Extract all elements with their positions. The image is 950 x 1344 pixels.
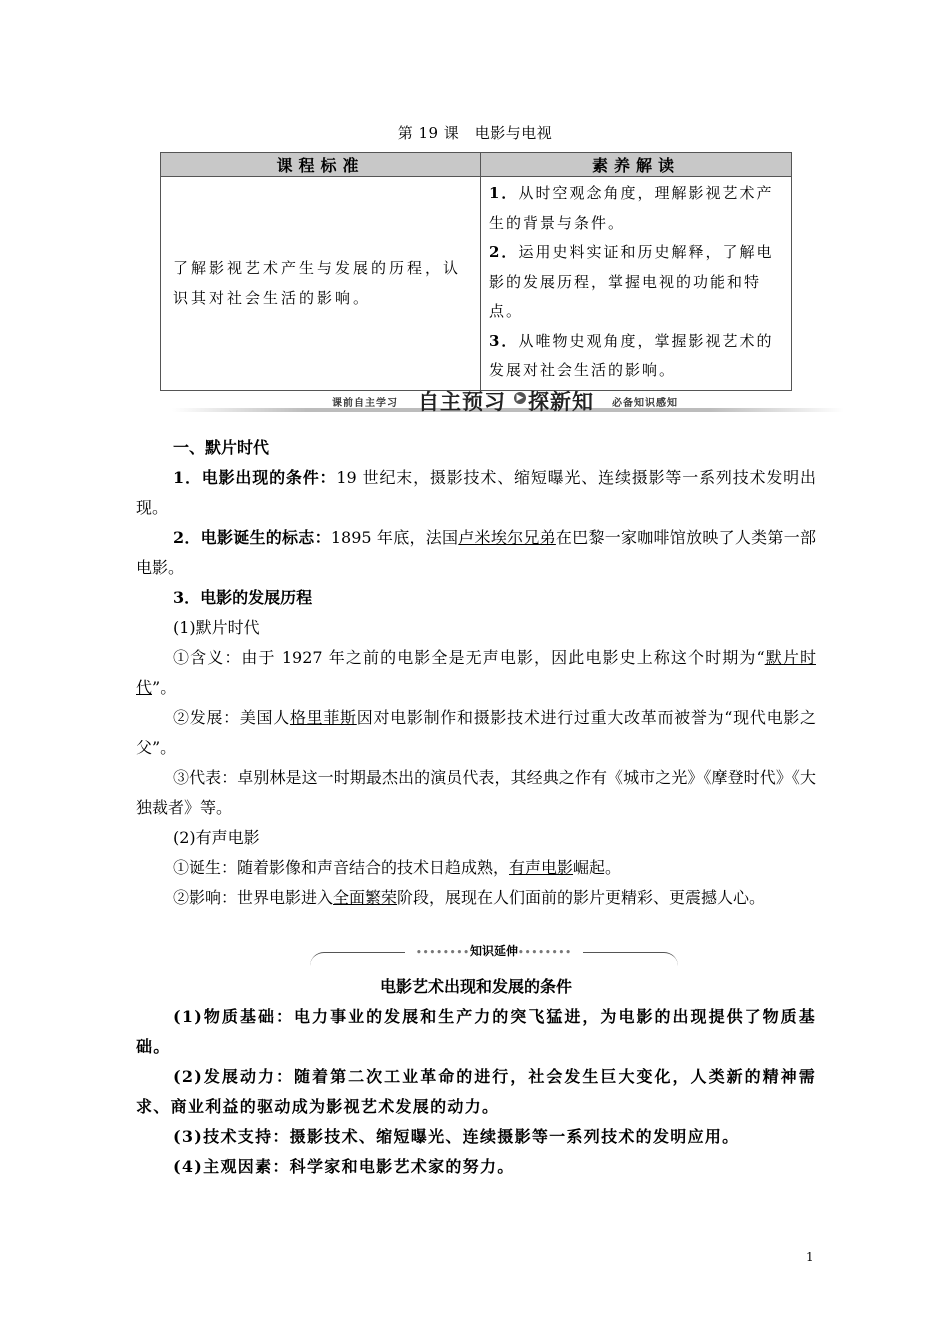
knowledge-label: ••••••••知识延伸•••••••• (405, 942, 583, 959)
main-content (136, 433, 816, 913)
interpretation-cell (481, 177, 792, 391)
banner-right-caption: 必备知识感知 (612, 398, 678, 409)
section-banner (172, 384, 844, 420)
page-number: 1 (806, 1250, 814, 1264)
banner-left-caption: 课前自主学习 (332, 398, 398, 409)
interpretation-item: 3．从唯物史观角度，掌握影视艺术的发展对社会生活的影响。 (489, 331, 774, 379)
subheading: (2)有声电影 (173, 828, 260, 847)
knowledge-extension-box (310, 942, 678, 968)
paragraph: ①含义：由于 1927 年之前的电影全是无声电影，因此电影史上称这个时期为“默片时代”。 (136, 648, 816, 697)
subheading: (1)默片时代 (173, 618, 260, 637)
extension-item: (4)主观因素：科学家和电影艺术家的努力。 (173, 1157, 515, 1176)
banner-divider (172, 408, 844, 412)
paragraph: ③代表：卓别林是这一时期最杰出的演员代表，其经典之作有《城市之光》《摩登时代》《大独裁者》等。 (136, 768, 816, 817)
banner-title-left: 自主预习 (418, 390, 506, 414)
extension-content (136, 972, 816, 1182)
table-header-interpretation: 素养解读 (481, 153, 792, 177)
paragraph: ②发展：美国人格里菲斯因对电影制作和摄影技术进行过重大改革而被誉为“现代电影之父”。 (136, 708, 816, 757)
banner-title-right: 探新知 (528, 390, 594, 414)
extension-item: (3)技术支持：摄影技术、缩短曝光、连续摄影等一系列技术的发明应用。 (173, 1127, 740, 1146)
extension-item: (2)发展动力：随着第二次工业革命的进行，社会发生巨大变化，人类新的精神需求、商业利益的驱动成为影视艺术发展的动力。 (136, 1067, 816, 1116)
lesson-title: 第 19 课 电影与电视 (397, 124, 553, 142)
extension-heading: 电影艺术出现和发展的条件 (379, 977, 572, 996)
curriculum-table (160, 152, 792, 391)
paragraph: ②影响：世界电影进入全面繁荣阶段，展现在人们面前的影片更精彩、更震撼人心。 (173, 888, 766, 907)
interpretation-item: 1．从时空观念角度，理解影视艺术产生的背景与条件。 (489, 184, 774, 232)
standard-cell: 了解影视艺术产生与发展的历程，认识其对社会生活的影响。 (161, 177, 481, 391)
extension-item: (1)物质基础：电力事业的发展和生产力的突飞猛进，为电影的出现提供了物质基础。 (136, 1007, 816, 1056)
subheading: 3．电影的发展历程 (173, 588, 313, 607)
interpretation-item: 2．运用史料实证和历史解释，了解电影的发展历程，掌握电视的功能和特点。 (489, 243, 774, 320)
section-heading: 一、默片时代 (173, 438, 270, 457)
paragraph: 2．电影诞生的标志：1895 年底，法国卢米埃尔兄弟在巴黎一家咖啡馆放映了人类第一部电影。 (136, 528, 816, 577)
paragraph: ①诞生：随着影像和声音结合的技术日趋成熟，有声电影崛起。 (173, 858, 622, 877)
table-header-standard: 课程标准 (161, 153, 481, 177)
paragraph: 1．电影出现的条件：19 世纪末，摄影技术、缩短曝光、连续摄影等一系列技术发明出现。 (136, 468, 816, 517)
arrow-right-icon: ▶ (514, 392, 526, 404)
